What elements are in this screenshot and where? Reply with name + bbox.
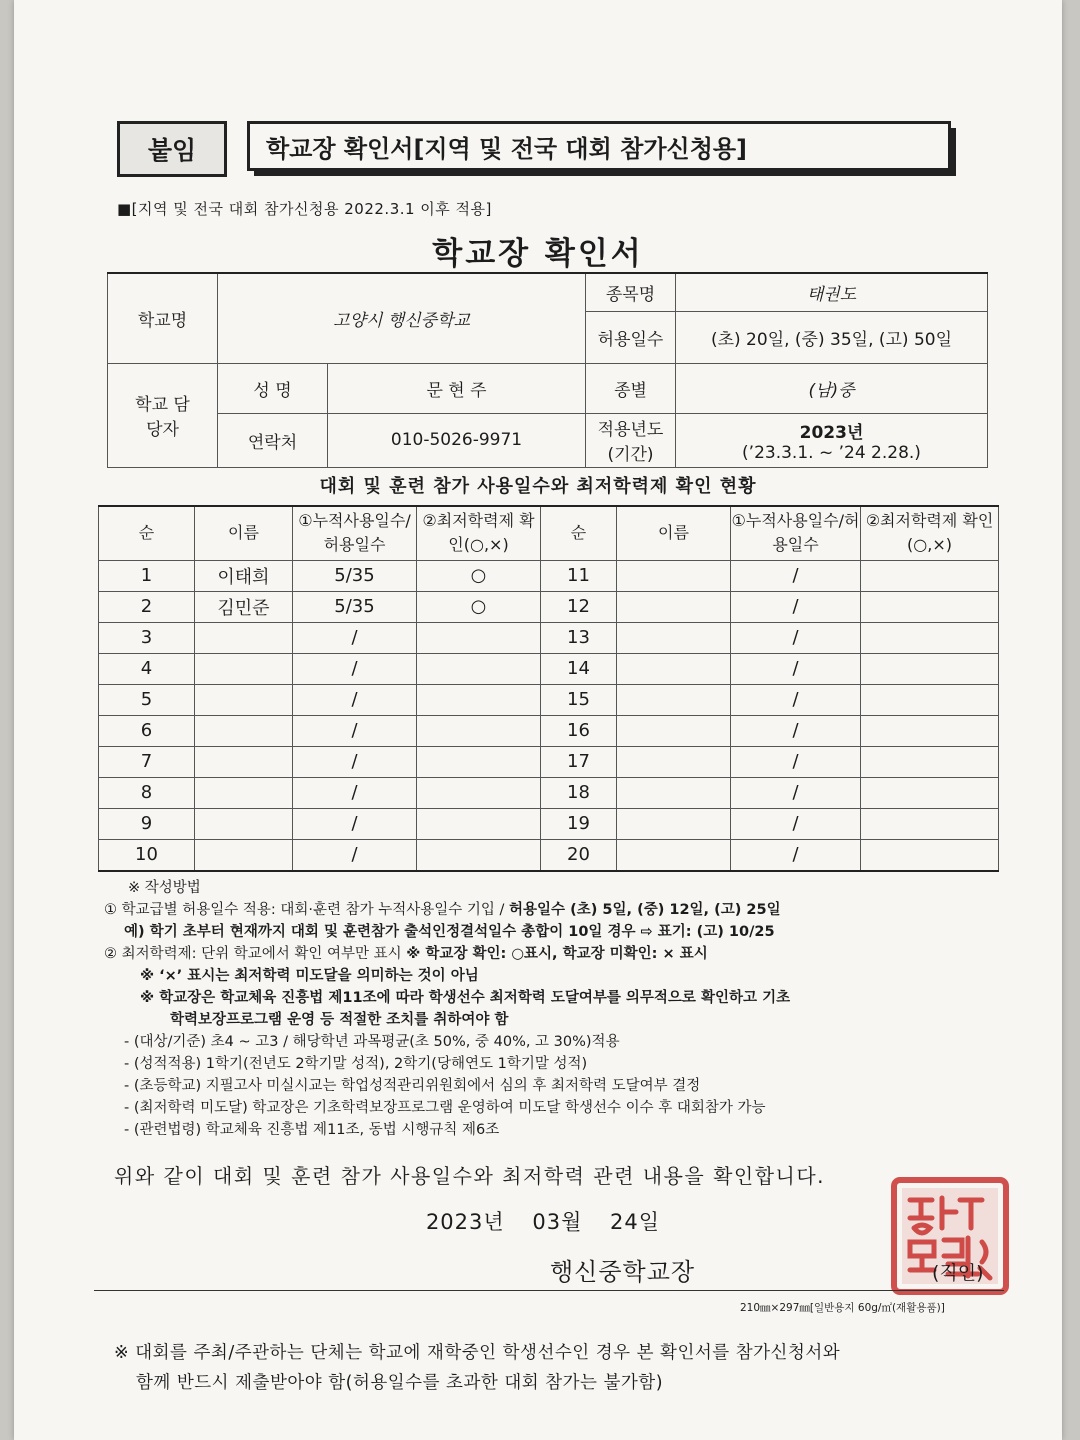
row-no: 17 (541, 746, 617, 777)
name-label: 성 명 (218, 363, 328, 413)
allowed-days-value: (초) 20일, (중) 35일, (고) 50일 (676, 311, 988, 363)
row-no: 6 (99, 715, 195, 746)
row-check (417, 839, 541, 871)
row-no: 5 (99, 684, 195, 715)
row-check (417, 715, 541, 746)
detail-5: - (관련법령) 학교체육 진흥법 제11조, 동법 시행규칙 제6조 (124, 1122, 500, 1138)
detail-4: - (최저학력 미도달) 학교장은 기초학력보장프로그램 운영하여 미도달 학생선수 이수 후 대회참가 가능 (124, 1100, 766, 1116)
row-no: 1 (99, 560, 195, 591)
row-check (861, 591, 999, 622)
note-1 (104, 899, 1004, 921)
row-name (195, 715, 293, 746)
document-page (14, 0, 1062, 1440)
note-4: ※ 학교장은 학교체육 진흥법 제11조에 따라 학생선수 최저학력 도달여부를 의무적으로 확인하고 기초 (140, 990, 791, 1006)
row-days: / (293, 777, 417, 808)
table-row (99, 777, 999, 808)
row-name (617, 560, 731, 591)
row-name (195, 839, 293, 871)
info-table (107, 272, 988, 468)
note-2-text: ② 최저학력제: 단위 학교에서 확인 여부만 표시 (104, 946, 407, 962)
row-days: / (731, 839, 861, 871)
row-no: 12 (541, 591, 617, 622)
principal-title: 행신중학교장 (550, 1258, 696, 1286)
seal-label: (직인) (932, 1262, 984, 1284)
row-days: / (731, 560, 861, 591)
list-title: 대회 및 훈련 참가 사용일수와 최저학력제 확인 현황 (319, 476, 757, 497)
name-value: 문 현 주 (328, 363, 586, 413)
period-value: (’23.3.1. ~ ’24 2.28.) (742, 442, 921, 463)
year-cell (676, 413, 988, 467)
note-2-emphasis: ※ 학교장 확인: ○표시, 학교장 미확인: × 표시 (406, 946, 708, 962)
table-row (99, 591, 999, 622)
table-row (99, 715, 999, 746)
participation-table (98, 505, 999, 872)
table-row (99, 653, 999, 684)
row-check (861, 684, 999, 715)
row-no: 2 (99, 591, 195, 622)
allowed-days-label: 허용일수 (586, 311, 676, 363)
row-days: / (731, 777, 861, 808)
document-title: 학교장 확인서 (432, 236, 644, 272)
row-days: / (293, 653, 417, 684)
row-name (195, 684, 293, 715)
row-no: 19 (541, 808, 617, 839)
table-row (99, 622, 999, 653)
paper-spec: 210㎜×297㎜[일반용지 60g/㎡(재활용품)] (740, 1302, 945, 1314)
col-header-no-right: 순 (541, 506, 617, 560)
row-check (861, 560, 999, 591)
writing-instructions (104, 877, 1004, 1141)
row-check (417, 653, 541, 684)
gender-value: (남)중 (676, 363, 988, 413)
table-row (99, 684, 999, 715)
row-days: / (731, 746, 861, 777)
row-name (617, 839, 731, 871)
gender-label: 종별 (586, 363, 676, 413)
school-name-value: 고양시 행신중학교 (218, 273, 586, 363)
notes-heading: ※ 작성방법 (128, 880, 201, 896)
row-days: / (293, 746, 417, 777)
row-no: 15 (541, 684, 617, 715)
footer-line-1: ※ 대회를 주최/주관하는 단체는 학교에 재학중인 학생선수인 경우 본 확인서를 참가신청서와 (114, 1343, 841, 1363)
row-name (617, 653, 731, 684)
note-4-continued: 학력보장프로그램 운영 등 적절한 조치를 취하여야 함 (170, 1012, 509, 1028)
row-name (195, 808, 293, 839)
row-check (417, 622, 541, 653)
row-name (617, 746, 731, 777)
sport-value: 태권도 (676, 273, 988, 311)
row-no: 14 (541, 653, 617, 684)
divider (94, 1290, 1004, 1291)
row-days: / (731, 653, 861, 684)
row-days: / (293, 808, 417, 839)
row-no: 10 (99, 839, 195, 871)
note-3: ※ ‘×’ 표시는 최저학력 미도달을 의미하는 것이 아님 (140, 968, 479, 984)
row-check (417, 746, 541, 777)
table-row (99, 808, 999, 839)
row-name (617, 777, 731, 808)
contact-value: 010-5026-9971 (328, 413, 586, 467)
attachment-label: 붙임 (117, 121, 227, 177)
row-name (195, 653, 293, 684)
col-header-days: ①누적사용일수/허용일수 (293, 506, 417, 560)
contact-label: 연락처 (218, 413, 328, 467)
row-check (861, 746, 999, 777)
notice-line: ■[지역 및 전국 대회 참가신청용 2022.3.1 이후 적용] (117, 200, 492, 218)
row-check (417, 808, 541, 839)
row-days: / (293, 839, 417, 871)
detail-2: - (성적적용) 1학기(전년도 2학기말 성적), 2학기(당해연도 1학기말 성적) (124, 1056, 588, 1072)
row-check: ○ (417, 560, 541, 591)
header-title: 학교장 확인서[지역 및 전국 대회 참가신청용] (247, 121, 951, 171)
row-no: 7 (99, 746, 195, 777)
row-no: 9 (99, 808, 195, 839)
row-name: 김민준 (195, 591, 293, 622)
table-row (99, 746, 999, 777)
row-no: 16 (541, 715, 617, 746)
staff-label: 학교 담당자 (108, 363, 218, 467)
detail-3: - (초등학교) 지필고사 미실시교는 학업성적관리위원회에서 심의 후 최저학력 도달여부 결정 (124, 1078, 701, 1094)
confirmation-text: 위와 같이 대회 및 훈련 참가 사용일수와 최저학력 관련 내용을 확인합니다. (114, 1164, 826, 1188)
row-days: / (293, 622, 417, 653)
row-check (861, 839, 999, 871)
note-1-text: ① 학교급별 허용일수 적용: 대회·훈련 참가 누적사용일수 기입 / (104, 902, 510, 918)
footer-line-2: 함께 반드시 제출받아야 함(허용일수를 초과한 대회 참가는 불가함) (136, 1373, 664, 1393)
row-days: 5/35 (293, 560, 417, 591)
row-check (861, 777, 999, 808)
row-no: 18 (541, 777, 617, 808)
note-2 (104, 943, 1004, 965)
row-check (861, 715, 999, 746)
row-check (861, 622, 999, 653)
row-check (861, 808, 999, 839)
row-name: 이태희 (195, 560, 293, 591)
table-row (99, 839, 999, 871)
row-check: ○ (417, 591, 541, 622)
year-value: 2023년 (799, 422, 864, 443)
table-row (99, 560, 999, 591)
detail-1: - (대상/기준) 초4 ~ 고3 / 해당학년 과목평균(초 50%, 중 40%, 고 30%)적용 (124, 1034, 620, 1050)
row-days: / (731, 715, 861, 746)
row-check (417, 684, 541, 715)
row-check (861, 653, 999, 684)
col-header-check: ②최저학력제 확인(○,×) (417, 506, 541, 560)
row-name (195, 622, 293, 653)
row-days: / (293, 684, 417, 715)
school-name-label: 학교명 (108, 273, 218, 363)
col-header-name: 이름 (195, 506, 293, 560)
col-header-check-right: ②최저학력제 확인(○,×) (861, 506, 999, 560)
row-days: / (731, 622, 861, 653)
row-no: 13 (541, 622, 617, 653)
row-no: 11 (541, 560, 617, 591)
row-name (617, 622, 731, 653)
year-label: 적용년도 (기간) (586, 413, 676, 467)
row-no: 3 (99, 622, 195, 653)
col-header-days-right: ①누적사용일수/허용일수 (731, 506, 861, 560)
col-header-no: 순 (99, 506, 195, 560)
issue-date: 2023년 03월 24일 (425, 1210, 661, 1234)
note-1-emphasis: 허용일수 (초) 5일, (중) 12일, (고) 25일 (509, 902, 781, 918)
row-check (417, 777, 541, 808)
sport-label: 종목명 (586, 273, 676, 311)
row-days: / (731, 591, 861, 622)
row-name (617, 684, 731, 715)
row-no: 20 (541, 839, 617, 871)
col-header-name-right: 이름 (617, 506, 731, 560)
note-1-example: 예) 학기 초부터 현재까지 대회 및 훈련참가 출석인정결석일수 총합이 10일 경우 ⇨ 표기: (고) 10/25 (124, 924, 775, 940)
row-days: / (731, 808, 861, 839)
row-name (195, 777, 293, 808)
row-days: / (731, 684, 861, 715)
row-name (195, 746, 293, 777)
row-name (617, 808, 731, 839)
row-days: 5/35 (293, 591, 417, 622)
row-no: 8 (99, 777, 195, 808)
row-days: / (293, 715, 417, 746)
footer-note (114, 1338, 840, 1398)
row-name (617, 715, 731, 746)
row-name (617, 591, 731, 622)
row-no: 4 (99, 653, 195, 684)
